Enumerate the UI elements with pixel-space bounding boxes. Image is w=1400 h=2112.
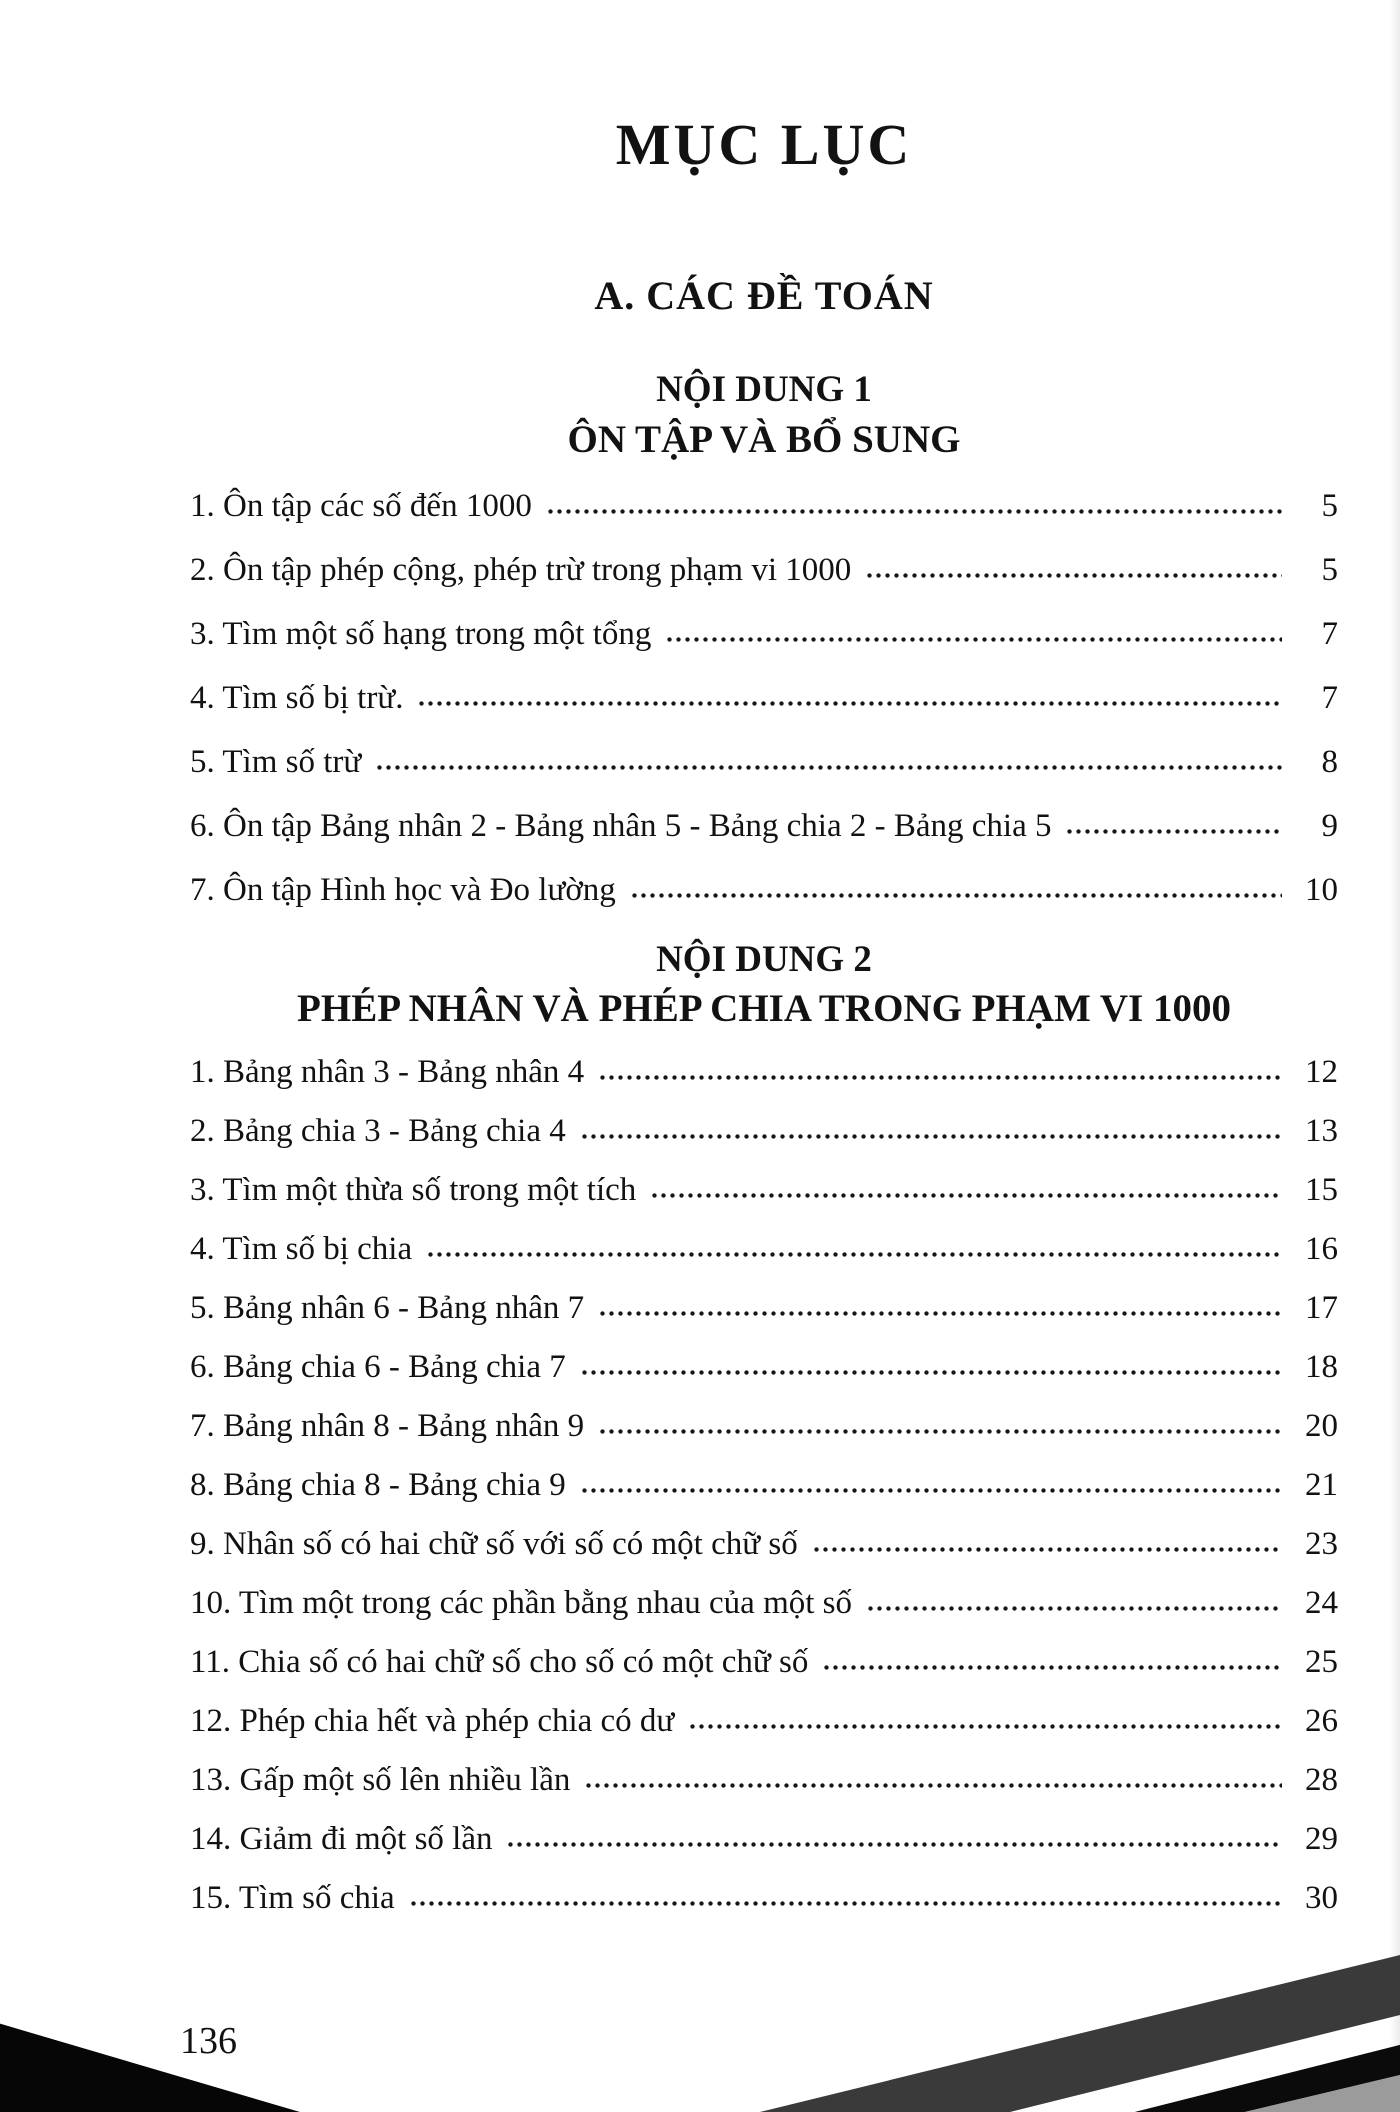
toc-list-section-2 — [190, 1043, 1338, 1928]
toc-entry-label: 15. Tìm số chia — [190, 1880, 395, 1917]
dot-leader — [598, 1073, 1282, 1082]
toc-entry — [190, 1692, 1338, 1751]
dot-leader — [822, 1663, 1282, 1672]
toc-entry — [190, 1574, 1338, 1633]
dot-leader — [580, 1368, 1282, 1377]
toc-entry — [190, 1810, 1338, 1869]
toc-entry-label: 4. Tìm số bị chia — [190, 1231, 413, 1268]
toc-entry — [190, 1515, 1338, 1574]
toc-entry-label: 12. Phép chia hết và phép chia có dư — [190, 1703, 675, 1740]
dot-leader — [580, 1486, 1282, 1495]
toc-entry — [190, 1751, 1338, 1810]
toc-entry-label: 5. Bảng nhân 6 - Bảng nhân 7 — [190, 1290, 585, 1327]
toc-entry-page-number: 24 — [1305, 1585, 1338, 1622]
toc-entry-label: 7. Bảng nhân 8 - Bảng nhân 9 — [190, 1408, 585, 1445]
folio-page-number: 136 — [180, 2020, 237, 2062]
toc-entry-page-number: 16 — [1305, 1231, 1338, 1268]
toc-entry-page-number: 15 — [1305, 1172, 1338, 1209]
dot-leader — [866, 1604, 1282, 1613]
toc-page — [190, 0, 1338, 1928]
toc-entry-label: 11. Chia số có hai chữ số cho số có một chữ số — [190, 1644, 809, 1681]
dot-leader — [598, 1309, 1282, 1318]
section-2-kicker: NỘI DUNG 2 — [656, 938, 872, 980]
toc-entry — [190, 1279, 1338, 1338]
toc-entry-page-number: 5 — [1321, 487, 1338, 524]
page-title: MỤC LỤC — [615, 112, 913, 177]
toc-entry — [190, 858, 1338, 922]
toc-entry — [190, 1161, 1338, 1220]
toc-entry-page-number: 7 — [1321, 615, 1338, 652]
toc-entry-label: 2. Ôn tập phép cộng, phép trừ trong phạm vi 1000 — [190, 551, 852, 588]
toc-entry — [190, 1456, 1338, 1515]
toc-list-section-1 — [190, 474, 1338, 922]
toc-entry-label: 4. Tìm số bị trừ. — [190, 679, 404, 716]
toc-entry-page-number: 23 — [1305, 1526, 1338, 1563]
toc-entry-label: 5. Tìm số trừ — [190, 743, 362, 780]
toc-entry — [190, 1102, 1338, 1161]
dot-leader — [375, 763, 1282, 772]
toc-entry — [190, 474, 1338, 538]
section-2-heading: PHÉP NHÂN VÀ PHÉP CHIA TRONG PHẠM VI 1000 — [297, 987, 1231, 1031]
toc-entry-label: 8. Bảng chia 8 - Bảng chia 9 — [190, 1467, 566, 1504]
dot-leader — [650, 1191, 1282, 1200]
toc-entry-page-number: 26 — [1305, 1703, 1338, 1740]
toc-entry — [190, 666, 1338, 730]
toc-entry-label: 13. Gấp một số lên nhiều lần — [190, 1762, 571, 1799]
toc-entry — [190, 1397, 1338, 1456]
section-1-heading: ÔN TẬP VÀ BỔ SUNG — [567, 417, 961, 461]
toc-entry-label: 1. Ôn tập các số đến 1000 — [190, 487, 532, 524]
dot-leader — [546, 507, 1282, 516]
toc-entry — [190, 538, 1338, 602]
dot-leader — [506, 1840, 1282, 1849]
toc-entry-page-number: 30 — [1305, 1880, 1338, 1917]
dot-leader — [580, 1132, 1282, 1141]
dot-leader — [812, 1545, 1282, 1554]
toc-entry — [190, 1338, 1338, 1397]
toc-entry-page-number: 8 — [1321, 743, 1338, 780]
toc-entry-page-number: 25 — [1305, 1644, 1338, 1681]
toc-entry-label: 3. Tìm một thừa số trong một tích — [190, 1172, 637, 1209]
dot-leader — [598, 1427, 1282, 1436]
toc-entry-label: 1. Bảng nhân 3 - Bảng nhân 4 — [190, 1054, 585, 1091]
bottom-left-corner-decoration — [0, 2016, 300, 2112]
dot-leader — [409, 1899, 1282, 1908]
toc-entry-page-number: 12 — [1305, 1054, 1338, 1091]
toc-entry-page-number: 18 — [1305, 1349, 1338, 1386]
toc-entry-page-number: 20 — [1305, 1408, 1338, 1445]
section-noi-dung-2 — [190, 940, 1338, 1929]
toc-entry-label: 10. Tìm một trong các phần bằng nhau của một số — [190, 1585, 852, 1622]
dot-leader — [584, 1781, 1282, 1790]
toc-entry-page-number: 21 — [1305, 1467, 1338, 1504]
dot-leader — [665, 635, 1282, 644]
toc-entry-page-number: 5 — [1321, 551, 1338, 588]
page-edge-shadow — [1390, 0, 1400, 2112]
toc-entry-page-number: 7 — [1321, 679, 1338, 716]
toc-entry-label: 6. Bảng chia 6 - Bảng chia 7 — [190, 1349, 566, 1386]
toc-entry-page-number: 17 — [1305, 1290, 1338, 1327]
dot-leader — [630, 891, 1282, 900]
dot-leader — [865, 571, 1282, 580]
toc-entry-label: 7. Ôn tập Hình học và Đo lường — [190, 871, 616, 908]
toc-entry-label: 14. Giảm đi một số lần — [190, 1821, 493, 1858]
toc-entry-page-number: 10 — [1305, 871, 1338, 908]
toc-entry-label: 6. Ôn tập Bảng nhân 2 - Bảng nhân 5 - Bảng chia 2 - Bảng chia 5 — [190, 807, 1052, 844]
dot-leader — [1065, 827, 1282, 836]
toc-entry-label: 3. Tìm một số hạng trong một tổng — [190, 615, 652, 652]
toc-entry — [190, 602, 1338, 666]
toc-entry — [190, 1043, 1338, 1102]
bottom-right-corner-decoration — [740, 1940, 1400, 2112]
dot-leader — [688, 1722, 1282, 1731]
toc-entry-label: 2. Bảng chia 3 - Bảng chia 4 — [190, 1113, 566, 1150]
toc-entry-label: 9. Nhân số có hai chữ số với số có một chữ số — [190, 1526, 798, 1563]
dot-leader — [426, 1250, 1282, 1259]
section-noi-dung-1 — [190, 370, 1338, 922]
dot-leader — [417, 699, 1282, 708]
toc-entry-page-number: 28 — [1305, 1762, 1338, 1799]
section-1-kicker: NỘI DUNG 1 — [656, 369, 872, 410]
toc-entry-page-number: 9 — [1321, 807, 1338, 844]
toc-entry-page-number: 13 — [1305, 1113, 1338, 1150]
toc-entry-page-number: 29 — [1305, 1821, 1338, 1858]
toc-entry — [190, 794, 1338, 858]
part-a-heading: A. CÁC ĐỀ TOÁN — [594, 273, 934, 318]
toc-entry — [190, 1220, 1338, 1279]
toc-entry — [190, 1633, 1338, 1692]
toc-entry — [190, 730, 1338, 794]
toc-entry — [190, 1869, 1338, 1928]
